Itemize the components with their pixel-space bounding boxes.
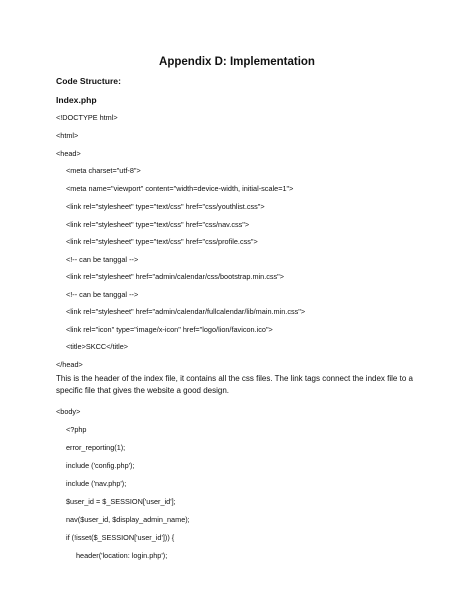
code-line: <!-- can be tanggal --> [66, 255, 139, 264]
code-line: <link rel="stylesheet" href="admin/calendar/fullcalendar/lib/main.min.css"> [66, 307, 306, 316]
code-line: header('location: login.php'); [76, 551, 168, 560]
code-line: <link rel="stylesheet" type="text/css" href="css/nav.css"> [66, 220, 250, 229]
file-heading: Index.php [56, 95, 97, 105]
code-line: $user_id = $_SESSION['user_id']; [66, 497, 176, 506]
code-line: <link rel="stylesheet" href="admin/calendar/css/bootstrap.min.css"> [66, 272, 285, 281]
code-line: <link rel="icon" type="image/x-icon" href="logo/lion/favicon.ico"> [66, 325, 273, 334]
code-line: error_reporting(1); [66, 443, 126, 452]
code-line: <meta charset="utf-8"> [66, 166, 141, 175]
code-line: <!-- can be tanggal --> [66, 290, 139, 299]
code-line: include ('config.php'); [66, 461, 135, 470]
code-line: </head> [56, 360, 83, 369]
code-line: <body> [56, 407, 81, 416]
code-line: <?php [66, 425, 87, 434]
page-title: Appendix D: Implementation [159, 56, 315, 68]
description-paragraph: This is the header of the index file, it contains all the css files. The link tags connect the index file to a specific file that gives the website a good design. [56, 374, 413, 395]
code-line: <meta name="viewport" content="width=device-width, initial-scale=1"> [66, 184, 294, 193]
code-line: <head> [56, 149, 81, 158]
code-line: nav($user_id, $display_admin_name); [66, 515, 190, 524]
code-line: if (!isset($_SESSION['user_id'])) { [66, 533, 175, 542]
section-heading: Code Structure: [56, 76, 121, 86]
code-line: <link rel="stylesheet" type="text/css" href="css/youthlist.css"> [66, 202, 265, 211]
code-line: include ('nav.php'); [66, 479, 127, 488]
code-line: <html> [56, 131, 79, 140]
code-line: <title>SKCC</title> [66, 342, 129, 351]
code-line: <!DOCTYPE html> [56, 113, 118, 122]
code-line: <link rel="stylesheet" type="text/css" href="css/profile.css"> [66, 237, 258, 246]
